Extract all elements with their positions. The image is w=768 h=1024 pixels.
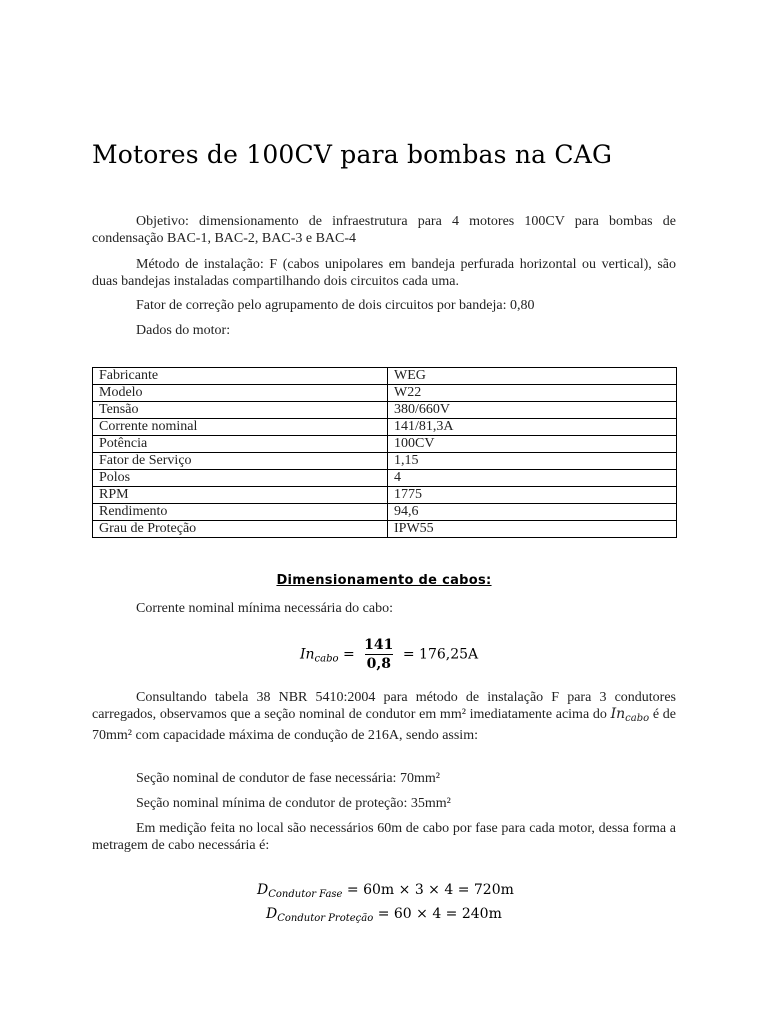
- table-cell-value: 4: [388, 470, 677, 487]
- formula-fase-rhs: = 60m × 3 × 4 = 720m: [346, 882, 514, 898]
- table-cell-label: Polos: [93, 470, 388, 487]
- paragraph-secao-fase: Seção nominal de condutor de fase necessária: 70mm²: [136, 771, 440, 786]
- table-row: [93, 419, 677, 436]
- paragraph-medicao: Em medição feita no local são necessários 60m de cabo por fase para cada motor, dessa forma a metragem de cabo necessária é:: [92, 821, 676, 853]
- table-cell-label: Potência: [93, 436, 388, 453]
- table-cell-value: IPW55: [388, 521, 677, 538]
- paragraph-objetivo: Objetivo: dimensionamento de infraestrutura para 4 motores 100CV para bombas de condensação BAC-1, BAC-2, BAC-3 e BAC-4: [92, 214, 676, 246]
- table-cell-label: Modelo: [93, 385, 388, 402]
- formula-incabo: $In_{cabo}$ = $\frac{141}{0,8}$ = 176,25A: [300, 637, 479, 672]
- formula-condutor-fase: [257, 882, 514, 900]
- formula-incabo-lhs-sub: cabo: [314, 653, 339, 665]
- table-row: [93, 453, 677, 470]
- motor-data-table: [92, 367, 677, 538]
- table-row: [93, 487, 677, 504]
- table-row: [93, 521, 677, 538]
- table-cell-label: Tensão: [93, 402, 388, 419]
- table-cell-label: Rendimento: [93, 504, 388, 521]
- page-title: Motores de 100CV para bombas na CAG: [92, 140, 613, 169]
- table-row: [93, 436, 677, 453]
- formula-fase-lhs: D: [257, 882, 269, 898]
- consulta-variable-name: In: [610, 706, 626, 722]
- consulta-variable: [611, 706, 650, 722]
- paragraph-secao-protecao: Seção nominal mínima de condutor de proteção: 35mm²: [136, 796, 451, 811]
- table-cell-value: W22: [388, 385, 677, 402]
- consulta-text-1: Consultando tabela 38 NBR 5410:2004 para método de instalação F para 3 condutores carregados, observamos que a seção nominal de condutor em mm² imediatamente acima do: [92, 690, 676, 722]
- consulta-variable-sub: cabo: [625, 713, 650, 724]
- consulta-text-2: é de 70mm² com capacidade máxima de condução de 216A, sendo assim:: [92, 707, 676, 743]
- formula-protecao-lhs-sub: Condutor Proteção: [277, 913, 374, 924]
- table-cell-value: 380/660V: [388, 402, 677, 419]
- formula-fase-lhs-sub: Condutor Fase: [268, 889, 343, 900]
- table-cell-value: 94,6: [388, 504, 677, 521]
- formula-protecao-lhs: D: [266, 906, 278, 922]
- formula-incabo-result: = 176,25A: [402, 646, 479, 663]
- paragraph-metodo: Método de instalação: F (cabos unipolares em bandeja perfurada horizontal ou vertical), são duas bandejas instaladas compartilhando dois circuitos cada uma.: [92, 257, 676, 289]
- table-cell-label: Grau de Proteção: [93, 521, 388, 538]
- formula-incabo-numerator: 141: [364, 637, 394, 653]
- table-row: [93, 470, 677, 487]
- table-cell-value: 1,15: [388, 453, 677, 470]
- table-row: [93, 402, 677, 419]
- table-cell-label: Fabricante: [93, 368, 388, 385]
- table-cell-label: Fator de Serviço: [93, 453, 388, 470]
- table-cell-value: 141/81,3A: [388, 419, 677, 436]
- paragraph-corrente-intro: Corrente nominal mínima necessária do cabo:: [136, 601, 393, 616]
- paragraph-dados: Dados do motor:: [136, 323, 231, 338]
- formula-incabo-denominator: 0,8: [366, 656, 391, 672]
- table-cell-value: 100CV: [388, 436, 677, 453]
- table-cell-label: RPM: [93, 487, 388, 504]
- table-row: [93, 504, 677, 521]
- formula-protecao-rhs: = 60 × 4 = 240m: [377, 906, 502, 922]
- table-cell-value: 1775: [388, 487, 677, 504]
- paragraph-fator: Fator de correção pelo agrupamento de dois circuitos por bandeja: 0,80: [136, 298, 535, 313]
- paragraph-consulta: [92, 689, 676, 744]
- formula-incabo-fraction: [362, 637, 395, 672]
- formula-condutor-protecao: [266, 906, 502, 924]
- table-row: [93, 368, 677, 385]
- formula-incabo-lhs: In: [300, 646, 315, 663]
- table-row: [93, 385, 677, 402]
- section-title: Dimensionamento de cabos:: [276, 573, 492, 588]
- table-cell-value: WEG: [388, 368, 677, 385]
- motor-table-body: [93, 368, 677, 538]
- table-cell-label: Corrente nominal: [93, 419, 388, 436]
